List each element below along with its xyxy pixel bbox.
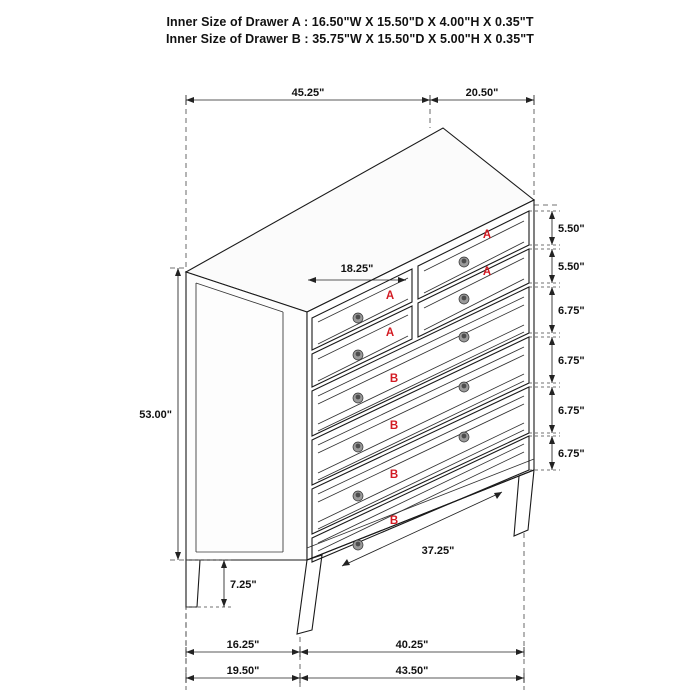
drawer-b-inner-size: Inner Size of Drawer B : 35.75"W X 15.50"D X 5.00"H X 0.35"T [165, 32, 535, 46]
knob[interactable] [353, 350, 363, 360]
dim-overall-height: 53.00" [139, 409, 172, 421]
dim-top-side-depth: 20.50" [465, 87, 499, 99]
overall-height-dimension [139, 268, 181, 560]
dim-right-stack-3: 6.75" [558, 305, 585, 317]
drawer-letter-b: B [389, 469, 399, 481]
dim-right-stack-5: 6.75" [558, 405, 585, 417]
dim-base-left-depth: 16.25" [226, 639, 260, 651]
knob[interactable] [353, 491, 363, 501]
top-dimension-row [186, 87, 534, 105]
knob[interactable] [353, 393, 363, 403]
dim-right-stack-2: 5.50" [558, 261, 585, 273]
leg-front-right [514, 470, 534, 536]
knob[interactable] [353, 313, 363, 323]
leg-front-left [297, 555, 322, 634]
drawer-letter-b: B [389, 373, 399, 385]
drawer-letter-b: B [389, 420, 399, 432]
knob[interactable] [459, 294, 469, 304]
knob[interactable] [353, 540, 363, 550]
knob[interactable] [459, 332, 469, 342]
dim-right-stack-4: 6.75" [558, 355, 585, 367]
dim-bottom-left-depth: 19.50" [226, 665, 260, 677]
bottom-dimension-row-1 [186, 639, 524, 657]
drawer-letter-a: A [385, 290, 395, 302]
dim-right-stack-6: 6.75" [558, 448, 585, 460]
knob[interactable] [353, 442, 363, 452]
drawer-letter-a: A [482, 229, 492, 241]
dim-base-front-width: 40.25" [395, 639, 429, 651]
drawer-letter-a: A [482, 266, 492, 278]
dim-inner-drawer-a-width: 18.25" [340, 263, 374, 275]
cabinet-left-side-panel [186, 272, 307, 560]
dim-leg-height: 7.25" [230, 579, 257, 591]
drawer-letter-a: A [385, 327, 395, 339]
knob[interactable] [459, 432, 469, 442]
leg-back-left [186, 560, 200, 607]
dim-bottom-front-width: 43.50" [395, 665, 429, 677]
dim-top-front-width: 45.25" [291, 87, 325, 99]
drawer-letter-b: B [389, 515, 399, 527]
dim-front-drawer-width: 37.25" [421, 545, 455, 557]
right-stack-dimensions [529, 211, 585, 470]
drawer-a-inner-size: Inner Size of Drawer A : 16.50"W X 15.50"D X 4.00"H X 0.35"T [166, 15, 534, 29]
knob[interactable] [459, 382, 469, 392]
bottom-dimension-row-2 [186, 665, 524, 683]
dim-right-stack-1: 5.50" [558, 223, 585, 235]
knob[interactable] [459, 257, 469, 267]
